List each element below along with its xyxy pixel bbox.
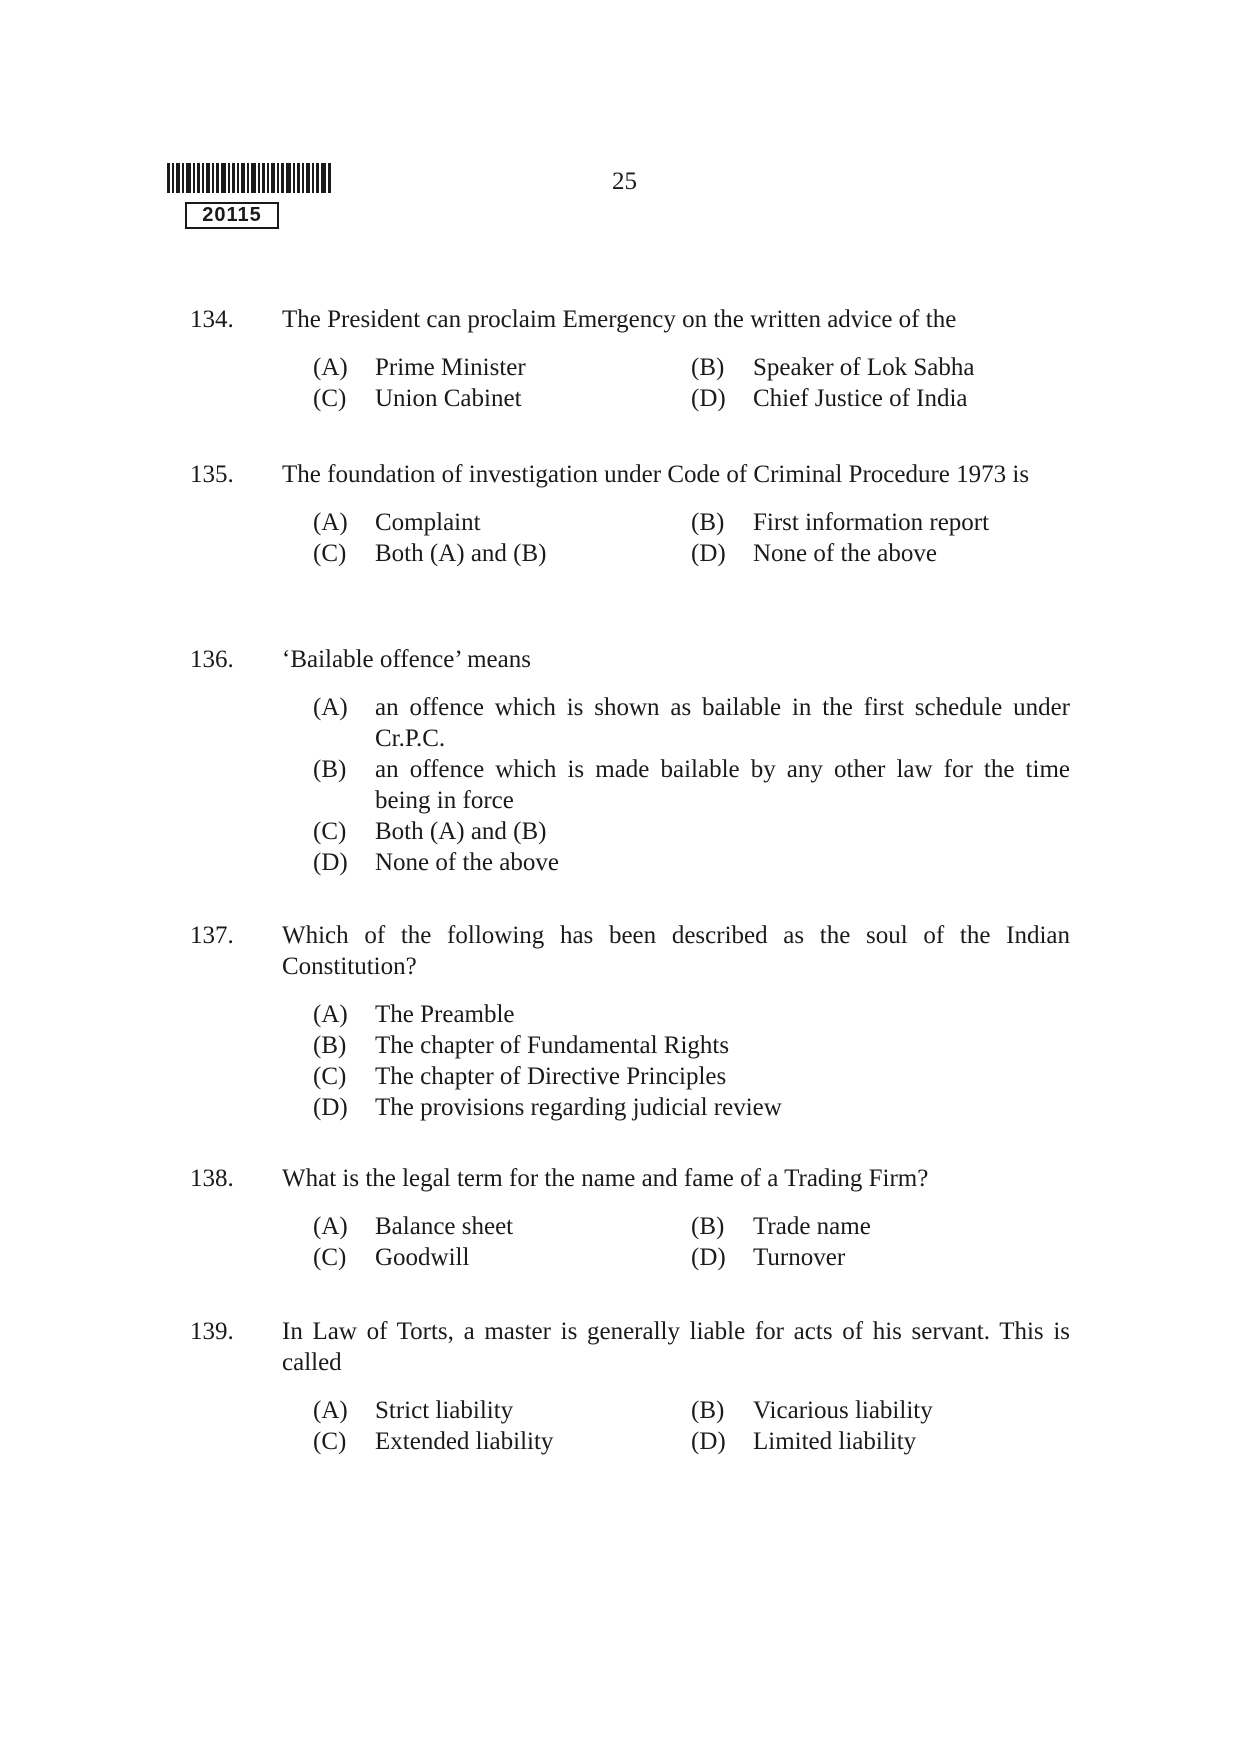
option-text: Both (A) and (B): [375, 540, 547, 567]
option-label: (C): [313, 1063, 347, 1090]
option-label: (D): [691, 540, 726, 567]
option-d: [313, 1092, 1070, 1123]
option-label: (D): [313, 1094, 348, 1121]
option-label: (D): [691, 1244, 726, 1271]
option-label: (B): [691, 1213, 725, 1240]
option-text: Limited liability: [753, 1428, 917, 1455]
options: [313, 352, 1070, 414]
option-text: Union Cabinet: [375, 385, 522, 412]
question-139: [190, 1316, 1070, 1457]
option-text: The chapter of Fundamental Rights: [375, 1032, 730, 1059]
option-text: Extended liability: [375, 1428, 554, 1455]
option-text: an offence which is made bailable by any other law for the time being in force: [375, 756, 1070, 814]
option-b: [691, 1211, 1069, 1242]
option-d: [691, 1242, 1069, 1273]
option-label: (C): [313, 1428, 347, 1455]
option-text: First information report: [753, 509, 990, 536]
option-c: [313, 816, 1070, 847]
option-c: [313, 1061, 1070, 1092]
question-138: [190, 1163, 1070, 1273]
question-text: In Law of Torts, a master is generally liable for acts of his servant. This is called: [282, 1318, 1070, 1376]
option-a: [313, 692, 1070, 754]
option-c: [313, 538, 691, 569]
question-number: 135.: [190, 461, 234, 488]
options: [313, 1395, 1070, 1457]
option-text: Speaker of Lok Sabha: [753, 354, 975, 381]
option-label: (B): [691, 354, 725, 381]
option-text: Turnover: [753, 1244, 846, 1271]
option-text: Both (A) and (B): [375, 818, 547, 845]
option-label: (B): [691, 1397, 725, 1424]
option-a: [313, 1211, 691, 1242]
option-d: [691, 538, 1069, 569]
option-label: (C): [313, 1244, 347, 1271]
options: [313, 692, 1070, 878]
question-number: 139.: [190, 1318, 234, 1345]
option-text: Prime Minister: [375, 354, 526, 381]
option-b: [313, 1030, 1070, 1061]
option-a: [313, 507, 691, 538]
option-label: (B): [313, 1032, 347, 1059]
option-text: The Preamble: [375, 1001, 515, 1028]
question-text: ‘Bailable offence’ means: [282, 646, 531, 673]
option-label: (D): [313, 849, 348, 876]
option-text: The provisions regarding judicial review: [375, 1094, 782, 1121]
option-label: (A): [313, 694, 348, 721]
option-text: Balance sheet: [375, 1213, 514, 1240]
option-text: None of the above: [753, 540, 937, 567]
question-135: [190, 459, 1070, 569]
option-label: (B): [313, 756, 347, 783]
option-label: (D): [691, 1428, 726, 1455]
option-label: (A): [313, 1001, 348, 1028]
option-a: [313, 352, 691, 383]
option-c: [313, 1242, 691, 1273]
option-a: [313, 999, 1070, 1030]
option-text: an offence which is shown as bailable in the first schedule under Cr.P.C.: [375, 694, 1070, 752]
question-number: 134.: [190, 306, 234, 333]
option-b: [691, 507, 1069, 538]
option-label: (A): [313, 1397, 348, 1424]
option-label: (C): [313, 540, 347, 567]
options: [313, 507, 1070, 569]
option-label: (C): [313, 818, 347, 845]
question-text: Which of the following has been described as the soul of the Indian Constitution?: [282, 922, 1070, 980]
option-d: [691, 1426, 1069, 1457]
option-text: Complaint: [375, 509, 481, 536]
option-label: (A): [313, 1213, 348, 1240]
question-number: 138.: [190, 1165, 234, 1192]
page-number: 25: [612, 168, 637, 195]
option-d: [691, 383, 1069, 414]
options: [313, 1211, 1070, 1273]
option-b: [691, 352, 1069, 383]
barcode-image: [167, 163, 332, 193]
question-136: [190, 644, 1070, 878]
option-label: (B): [691, 509, 725, 536]
question-text: The foundation of investigation under Code of Criminal Procedure 1973 is: [282, 461, 1030, 488]
option-a: [313, 1395, 691, 1426]
option-b: [313, 754, 1070, 816]
option-text: Goodwill: [375, 1244, 470, 1271]
option-label: (C): [313, 385, 347, 412]
option-text: Chief Justice of India: [753, 385, 968, 412]
option-text: Strict liability: [375, 1397, 514, 1424]
question-number: 136.: [190, 646, 234, 673]
option-text: Trade name: [753, 1213, 871, 1240]
option-text: The chapter of Directive Principles: [375, 1063, 727, 1090]
options: [313, 999, 1070, 1123]
option-label: (A): [313, 354, 348, 381]
option-label: (A): [313, 509, 348, 536]
question-text: What is the legal term for the name and fame of a Trading Firm?: [282, 1165, 929, 1192]
option-b: [691, 1395, 1069, 1426]
option-text: Vicarious liability: [753, 1397, 933, 1424]
option-label: (D): [691, 385, 726, 412]
option-c: [313, 1426, 691, 1457]
option-text: None of the above: [375, 849, 559, 876]
question-134: [190, 304, 1070, 414]
question-text: The President can proclaim Emergency on the written advice of the: [282, 306, 957, 333]
question-137: [190, 920, 1070, 1123]
question-number: 137.: [190, 922, 234, 949]
paper-code: 20115: [185, 202, 279, 229]
option-c: [313, 383, 691, 414]
option-d: [313, 847, 1070, 878]
